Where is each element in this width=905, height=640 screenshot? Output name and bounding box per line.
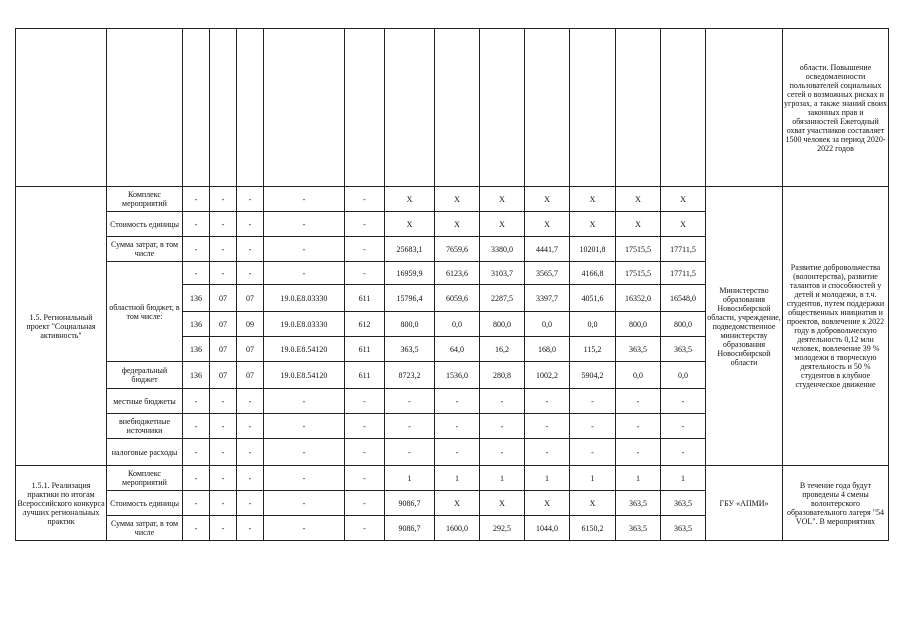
budget-code-cell: - [264, 212, 345, 237]
budget-code-cell: - [264, 466, 345, 491]
amount-value-cell: 17711,5 [661, 237, 706, 262]
amount-value-cell: 6150,2 [570, 516, 616, 541]
amount-value-cell: 9086,7 [385, 516, 435, 541]
row-label: налоговые расходы [107, 439, 183, 466]
row-label: Сумма затрат, в том числе [107, 516, 183, 541]
budget-code-cell: 612 [345, 312, 385, 337]
amount-value-cell: 0,0 [570, 312, 616, 337]
budget-code-cell: 611 [345, 285, 385, 312]
amount-value-cell: 25683,1 [385, 237, 435, 262]
budget-code-cell: 07 [237, 362, 264, 389]
budget-code-cell: 136 [183, 285, 210, 312]
budget-code-cell: - [183, 237, 210, 262]
amount-value-cell: 0,0 [435, 312, 480, 337]
budget-code-cell: - [210, 237, 237, 262]
budget-code-cell: - [345, 466, 385, 491]
amount-value-cell: 1 [525, 466, 570, 491]
budget-code-cell: 07 [210, 285, 237, 312]
budget-code-cell: 136 [183, 362, 210, 389]
amount-value-cell: X [385, 212, 435, 237]
budget-code-cell: - [345, 262, 385, 285]
prev-value-cell [616, 29, 661, 187]
amount-value-cell: 4441,7 [525, 237, 570, 262]
amount-value-cell: - [525, 439, 570, 466]
amount-value-cell: 17515,5 [616, 237, 661, 262]
budget-table [15, 28, 889, 541]
budget-code-cell: - [264, 262, 345, 285]
subproject-result: В течение года будут проведены 4 смены волонтерского образовательного лагеря "54 VOL". В мероприятиях [783, 466, 889, 541]
row-label: Стоимость единицы [107, 491, 183, 516]
budget-code-cell: 136 [183, 312, 210, 337]
prev-value-cell [570, 29, 616, 187]
prev-code-cell [183, 29, 210, 187]
amount-value-cell: - [661, 389, 706, 414]
prev-value-cell [385, 29, 435, 187]
amount-value-cell: - [616, 439, 661, 466]
prev-code-cell [237, 29, 264, 187]
amount-value-cell: 800,0 [616, 312, 661, 337]
budget-code-cell: - [237, 212, 264, 237]
amount-value-cell: X [570, 187, 616, 212]
amount-value-cell: - [435, 389, 480, 414]
budget-code-cell: 136 [183, 337, 210, 362]
prev-label-cell [107, 29, 183, 187]
amount-value-cell: 168,0 [525, 337, 570, 362]
budget-code-cell: - [237, 187, 264, 212]
row-label: Стоимость единицы [107, 212, 183, 237]
amount-value-cell: 2287,5 [480, 285, 525, 312]
amount-value-cell: X [435, 212, 480, 237]
amount-value-cell: - [525, 414, 570, 439]
amount-value-cell: X [570, 212, 616, 237]
amount-value-cell: 5904,2 [570, 362, 616, 389]
amount-value-cell: - [570, 439, 616, 466]
amount-value-cell: 115,2 [570, 337, 616, 362]
budget-code-cell: - [345, 187, 385, 212]
budget-code-cell: 07 [210, 312, 237, 337]
budget-code-cell: - [264, 187, 345, 212]
budget-code-cell: - [345, 237, 385, 262]
budget-code-cell: 19.0.E8.03330 [264, 285, 345, 312]
project-name: 1.5. Региональный проект "Социальная активность" [16, 187, 107, 466]
row-label: Комплекс мероприятий [107, 466, 183, 491]
amount-value-cell: X [525, 212, 570, 237]
amount-value-cell: 0,0 [661, 362, 706, 389]
budget-code-cell: - [183, 212, 210, 237]
budget-code-cell: - [210, 466, 237, 491]
amount-value-cell: 16548,0 [661, 285, 706, 312]
amount-value-cell: 1 [616, 466, 661, 491]
amount-value-cell: 1 [480, 466, 525, 491]
amount-value-cell: 363,5 [616, 491, 661, 516]
amount-value-cell: X [435, 187, 480, 212]
amount-value-cell: 8723,2 [385, 362, 435, 389]
budget-code-cell: 07 [237, 285, 264, 312]
amount-value-cell: X [480, 187, 525, 212]
budget-code-cell: - [183, 187, 210, 212]
prev-code-cell [264, 29, 345, 187]
amount-value-cell: 1002,2 [525, 362, 570, 389]
budget-code-cell: - [210, 439, 237, 466]
budget-code-cell: - [183, 389, 210, 414]
budget-code-cell: 19.0.E8.54120 [264, 337, 345, 362]
budget-code-cell: - [237, 466, 264, 491]
amount-value-cell: 363,5 [661, 516, 706, 541]
table-body [16, 29, 889, 541]
budget-code-cell: - [345, 439, 385, 466]
amount-value-cell: - [570, 414, 616, 439]
budget-code-cell: - [210, 389, 237, 414]
prev-value-cell [661, 29, 706, 187]
amount-value-cell: 3565,7 [525, 262, 570, 285]
budget-code-cell: - [237, 516, 264, 541]
amount-value-cell: X [525, 187, 570, 212]
prev-executor-cell [706, 29, 783, 187]
budget-code-cell: - [183, 262, 210, 285]
subproject-name: 1.5.1. Реализация практики по итогам Всероссийского конкурса лучших региональных практик [16, 466, 107, 541]
amount-value-cell: 7659,6 [435, 237, 480, 262]
amount-value-cell: - [525, 389, 570, 414]
prev-value-cell [480, 29, 525, 187]
amount-value-cell: 1 [435, 466, 480, 491]
budget-code-cell: - [183, 414, 210, 439]
amount-value-cell: X [616, 212, 661, 237]
budget-code-cell: - [345, 516, 385, 541]
amount-value-cell: 6059,6 [435, 285, 480, 312]
amount-value-cell: 4166,8 [570, 262, 616, 285]
amount-value-cell: 16959,9 [385, 262, 435, 285]
amount-value-cell: 800,0 [661, 312, 706, 337]
budget-code-cell: - [237, 491, 264, 516]
project-executor: Министерство образования Новосибирской области, учреждение, подведомственное министерству образования Новосибирской области [706, 187, 783, 466]
budget-code-cell: 07 [237, 337, 264, 362]
amount-value-cell: - [480, 389, 525, 414]
row-label: внебюджетные источники [107, 414, 183, 439]
budget-code-cell: - [210, 187, 237, 212]
budget-code-cell: 611 [345, 337, 385, 362]
budget-code-cell: - [264, 237, 345, 262]
amount-value-cell: 1044,0 [525, 516, 570, 541]
amount-value-cell: 16,2 [480, 337, 525, 362]
table-row-previous-continuation [16, 29, 889, 187]
amount-value-cell: 17711,5 [661, 262, 706, 285]
budget-code-cell: 07 [210, 337, 237, 362]
amount-value-cell: 1600,0 [435, 516, 480, 541]
row-label: Сумма затрат, в том числе [107, 237, 183, 262]
amount-value-cell: 363,5 [616, 337, 661, 362]
budget-code-cell: - [183, 466, 210, 491]
amount-value-cell: 3103,7 [480, 262, 525, 285]
amount-value-cell: 292,5 [480, 516, 525, 541]
row-label: местные бюджеты [107, 389, 183, 414]
budget-code-cell: - [237, 414, 264, 439]
amount-value-cell: 363,5 [385, 337, 435, 362]
prev-value-cell [525, 29, 570, 187]
amount-value-cell: 800,0 [385, 312, 435, 337]
amount-value-cell: 6123,6 [435, 262, 480, 285]
amount-value-cell: 1 [661, 466, 706, 491]
amount-value-cell: - [435, 414, 480, 439]
budget-code-cell: - [264, 516, 345, 541]
amount-value-cell: 280,8 [480, 362, 525, 389]
budget-code-cell: 611 [345, 362, 385, 389]
budget-code-cell: - [237, 389, 264, 414]
amount-value-cell: X [480, 491, 525, 516]
budget-code-cell: - [237, 237, 264, 262]
amount-value-cell: - [385, 439, 435, 466]
prev-result-text: области. Повышение осведомленности пользователей социальных сетей о возможных рисках и угрозах, а также знаний своих законных прав и обязанностей Ежегодный охват участников составляет 1500 человек за период 2020-2022 годов [783, 29, 889, 187]
amount-value-cell: - [661, 414, 706, 439]
budget-code-cell: - [264, 414, 345, 439]
amount-value-cell: 3397,7 [525, 285, 570, 312]
row-label: Комплекс мероприятий [107, 187, 183, 212]
budget-code-cell: - [210, 414, 237, 439]
amount-value-cell: - [480, 439, 525, 466]
amount-value-cell: X [570, 491, 616, 516]
budget-code-cell: 19.0.E8.03330 [264, 312, 345, 337]
amount-value-cell: - [480, 414, 525, 439]
budget-code-cell: 09 [237, 312, 264, 337]
row-label: федеральный бюджет [107, 362, 183, 389]
amount-value-cell: 17515,5 [616, 262, 661, 285]
subproject-executor: ГБУ «АПМИ» [706, 466, 783, 541]
budget-code-cell: - [210, 516, 237, 541]
budget-code-cell: - [345, 212, 385, 237]
prev-name-cell [16, 29, 107, 187]
amount-value-cell: - [435, 439, 480, 466]
row-label-regional-budget: областной бюджет, в том числе: [107, 262, 183, 362]
amount-value-cell: - [570, 389, 616, 414]
budget-code-cell: - [345, 414, 385, 439]
amount-value-cell: 363,5 [661, 337, 706, 362]
budget-code-cell: - [183, 491, 210, 516]
prev-code-cell [210, 29, 237, 187]
budget-code-cell: - [345, 389, 385, 414]
amount-value-cell: 0,0 [616, 362, 661, 389]
amount-value-cell: 4051,6 [570, 285, 616, 312]
amount-value-cell: 363,5 [616, 516, 661, 541]
amount-value-cell: 1 [570, 466, 616, 491]
amount-value-cell: X [661, 187, 706, 212]
budget-code-cell: - [183, 516, 210, 541]
budget-code-cell: 07 [210, 362, 237, 389]
budget-code-cell: - [210, 491, 237, 516]
table-row-project [16, 187, 889, 212]
amount-value-cell: 363,5 [661, 491, 706, 516]
prev-code-cell [345, 29, 385, 187]
amount-value-cell: - [385, 414, 435, 439]
prev-value-cell [435, 29, 480, 187]
budget-code-cell: - [237, 439, 264, 466]
budget-code-cell: - [264, 389, 345, 414]
amount-value-cell: 0,0 [525, 312, 570, 337]
project-result: Развитие добровольчества (волонтерства), развитие талантов и способностей у детей и молодежи, в т.ч. студентов, путем поддержки общественных инициатив и проектов, вовлечение к 2022 году в добровольческую деятельность 0,12 млн человек, вовлечение 39 % молодежи в творческую деятельность и 50 % студентов в клубное студенческое движение [783, 187, 889, 466]
amount-value-cell: 1536,0 [435, 362, 480, 389]
amount-value-cell: 3380,0 [480, 237, 525, 262]
amount-value-cell: X [385, 187, 435, 212]
budget-code-cell: - [264, 491, 345, 516]
budget-code-cell: - [264, 439, 345, 466]
amount-value-cell: 10201,8 [570, 237, 616, 262]
amount-value-cell: X [661, 212, 706, 237]
budget-code-cell: - [237, 262, 264, 285]
budget-code-cell: - [210, 212, 237, 237]
amount-value-cell: X [525, 491, 570, 516]
amount-value-cell: - [616, 389, 661, 414]
amount-value-cell: 9086,7 [385, 491, 435, 516]
amount-value-cell: 64,0 [435, 337, 480, 362]
amount-value-cell: 16352,0 [616, 285, 661, 312]
budget-code-cell: - [210, 262, 237, 285]
amount-value-cell: 800,0 [480, 312, 525, 337]
amount-value-cell: X [480, 212, 525, 237]
amount-value-cell: - [661, 439, 706, 466]
budget-code-cell: 19.0.E8.54120 [264, 362, 345, 389]
amount-value-cell: X [616, 187, 661, 212]
budget-code-cell: - [183, 439, 210, 466]
amount-value-cell: X [435, 491, 480, 516]
budget-code-cell: - [345, 491, 385, 516]
amount-value-cell: 15796,4 [385, 285, 435, 312]
amount-value-cell: - [385, 389, 435, 414]
amount-value-cell: 1 [385, 466, 435, 491]
table-row-subproject [16, 466, 889, 491]
amount-value-cell: - [616, 414, 661, 439]
